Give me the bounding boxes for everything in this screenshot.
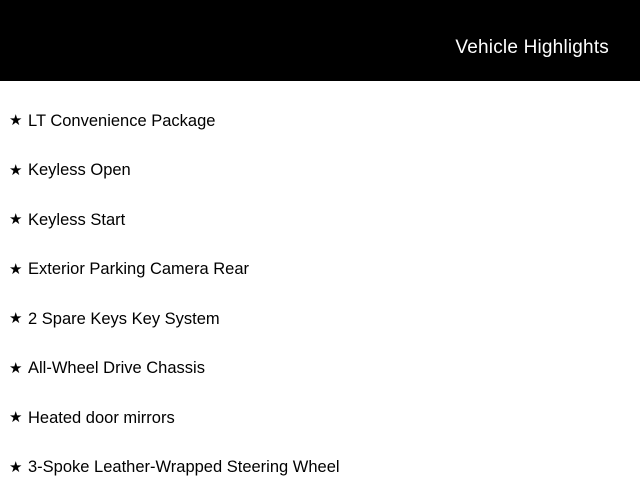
list-item <box>0 96 640 146</box>
list-item-label: Keyless Start <box>28 212 125 229</box>
list-item <box>0 443 640 492</box>
list-item-label: Heated door mirrors <box>28 410 175 427</box>
page-title: Vehicle Highlights <box>455 24 609 57</box>
list-item-label: 2 Spare Keys Key System <box>28 311 220 328</box>
star-icon: ★ <box>9 311 28 326</box>
star-icon: ★ <box>9 262 28 277</box>
list-item-label: Exterior Parking Camera Rear <box>28 261 249 278</box>
list-item-label: Keyless Open <box>28 162 131 179</box>
star-icon: ★ <box>9 212 28 227</box>
star-icon: ★ <box>9 361 28 376</box>
list-item <box>0 146 640 196</box>
page-header <box>0 0 640 81</box>
list-item <box>0 294 640 344</box>
list-item-label: LT Convenience Package <box>28 113 215 130</box>
star-icon: ★ <box>9 460 28 475</box>
list-item <box>0 195 640 245</box>
vehicle-highlights-list <box>0 81 640 492</box>
list-item <box>0 393 640 443</box>
star-icon: ★ <box>9 410 28 425</box>
list-item-label: 3-Spoke Leather-Wrapped Steering Wheel <box>28 459 340 476</box>
list-item-label: All-Wheel Drive Chassis <box>28 360 205 377</box>
list-item <box>0 344 640 394</box>
star-icon: ★ <box>9 113 28 128</box>
list-item <box>0 245 640 295</box>
star-icon: ★ <box>9 163 28 178</box>
